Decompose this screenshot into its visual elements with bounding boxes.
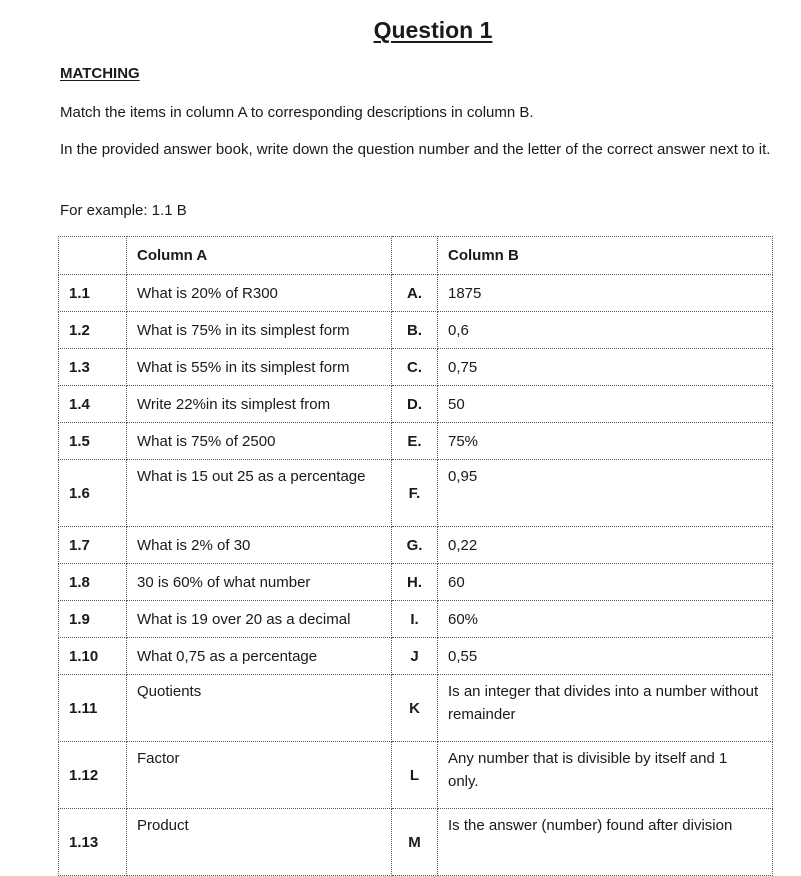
example-text: For example: 1.1 B: [60, 202, 187, 219]
table-row: [59, 564, 773, 601]
section-heading: MATCHING: [60, 65, 140, 82]
column-a-item: Write 22%in its simplest from: [127, 386, 392, 423]
column-b-item: 75%: [438, 423, 773, 460]
question-number: 1.11: [59, 675, 127, 742]
question-number: 1.9: [59, 601, 127, 638]
table-row: [59, 423, 773, 460]
page-title: Question 1: [373, 17, 493, 43]
question-number: 1.4: [59, 386, 127, 423]
question-number: 1.1: [59, 275, 127, 312]
column-a-item: 30 is 60% of what number: [127, 564, 392, 601]
column-b-item: 0,95: [438, 460, 773, 527]
question-number: 1.10: [59, 638, 127, 675]
table-row: [59, 275, 773, 312]
answer-letter: M: [392, 809, 438, 876]
answer-letter: E.: [392, 423, 438, 460]
column-b-item: 50: [438, 386, 773, 423]
header-letter-cell: [392, 237, 438, 275]
column-b-item: Is the answer (number) found after division: [438, 809, 773, 876]
column-a-item: What is 75% in its simplest form: [127, 312, 392, 349]
answer-letter: J: [392, 638, 438, 675]
column-a-item: What is 2% of 30: [127, 527, 392, 564]
column-a-item: Quotients: [127, 675, 392, 742]
column-b-item: 0,75: [438, 349, 773, 386]
table-row: [59, 809, 773, 876]
answer-instruction-text: In the provided answer book, write down the question number and the letter of the correct answer next to it.: [60, 141, 771, 158]
table-row: [59, 675, 773, 742]
column-a-item: What is 55% in its simplest form: [127, 349, 392, 386]
column-a-header: Column A: [127, 237, 392, 275]
column-a-item: Product: [127, 809, 392, 876]
column-a-item: What is 20% of R300: [127, 275, 392, 312]
answer-letter: D.: [392, 386, 438, 423]
instruction-text: Match the items in column A to corresponding descriptions in column B.: [60, 104, 534, 121]
table-row: [59, 386, 773, 423]
table-row: [59, 527, 773, 564]
table-row: [59, 601, 773, 638]
column-b-header: Column B: [438, 237, 773, 275]
column-b-item: 0,55: [438, 638, 773, 675]
column-b-item: 1875: [438, 275, 773, 312]
answer-letter: K: [392, 675, 438, 742]
column-b-item: Any number that is divisible by itself and 1 only.: [438, 742, 773, 809]
answer-letter: C.: [392, 349, 438, 386]
answer-letter: I.: [392, 601, 438, 638]
question-number: 1.2: [59, 312, 127, 349]
table-row: [59, 638, 773, 675]
answer-letter: H.: [392, 564, 438, 601]
column-a-item: What 0,75 as a percentage: [127, 638, 392, 675]
table-row: [59, 742, 773, 809]
answer-letter: A.: [392, 275, 438, 312]
matching-table: [58, 236, 773, 876]
column-b-item: Is an integer that divides into a number without remainder: [438, 675, 773, 742]
question-number: 1.3: [59, 349, 127, 386]
column-b-item: 0,22: [438, 527, 773, 564]
question-number: 1.13: [59, 809, 127, 876]
column-b-item: 60%: [438, 601, 773, 638]
table-row: [59, 460, 773, 527]
question-number: 1.8: [59, 564, 127, 601]
column-b-item: 60: [438, 564, 773, 601]
column-a-item: What is 15 out 25 as a percentage: [127, 460, 392, 527]
question-number: 1.12: [59, 742, 127, 809]
answer-letter: F.: [392, 460, 438, 527]
column-a-item: Factor: [127, 742, 392, 809]
question-number: 1.7: [59, 527, 127, 564]
column-a-item: What is 19 over 20 as a decimal: [127, 601, 392, 638]
answer-letter: L: [392, 742, 438, 809]
answer-letter: B.: [392, 312, 438, 349]
column-b-item: 0,6: [438, 312, 773, 349]
table-header-row: [59, 237, 773, 275]
question-number: 1.5: [59, 423, 127, 460]
answer-letter: G.: [392, 527, 438, 564]
table-row: [59, 312, 773, 349]
table-row: [59, 349, 773, 386]
column-a-item: What is 75% of 2500: [127, 423, 392, 460]
question-number: 1.6: [59, 460, 127, 527]
header-number-cell: [59, 237, 127, 275]
